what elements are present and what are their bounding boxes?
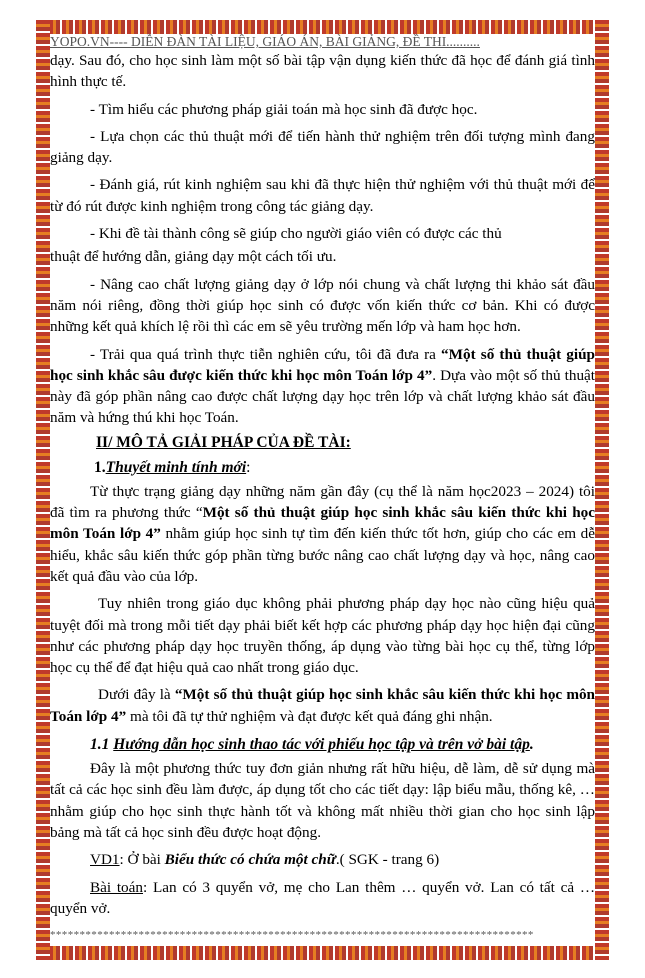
section-heading: II/ MÔ TẢ GIẢI PHÁP CỦA ĐỀ TÀI: — [96, 433, 351, 451]
text-run: Dưới đây là — [98, 686, 175, 704]
heading-colon: : — [246, 458, 251, 476]
text-run: : Ở bài — [119, 851, 165, 869]
text-run: .( SGK - trang 6) — [335, 851, 440, 869]
bold-title: “Một số thủ thuật giúp học sinh khắc sâu được kiến thức khi học môn Toán lớp 4” — [50, 345, 595, 384]
decorative-border-left — [36, 20, 50, 960]
document-page — [50, 34, 595, 944]
heading-title: Hướng dẫn học sinh thao tác với phiếu học tập và trên vở bài tập — [113, 736, 530, 754]
heading-number: 1. — [94, 458, 106, 476]
paragraph: - Nâng cao chất lượng giảng dạy ở lớp nói chung và chất lượng thi khảo sát đầu năm nói riêng, đồng thời giúp học sinh có được vốn kiến thức cơ bản. Khi có được những kết quả khích lệ rồi thì các em sẽ yêu trường mến lớp và ham học hơn. — [50, 275, 595, 336]
subsection-heading — [94, 457, 595, 479]
paragraph — [50, 481, 595, 587]
heading-title: Thuyết minh tính mới — [105, 458, 247, 476]
paragraph — [50, 344, 595, 429]
bold-title: “Một số thủ thuật giúp học sinh khắc sâu kiến thức khi học môn Toán lớp 4” — [50, 686, 596, 725]
paragraph: - Tìm hiểu các phương pháp giải toán mà học sinh đã được học. — [90, 100, 478, 118]
text-run: . Dựa vào một số thủ thuật này đã góp phần nâng cao được chất lượng dạy học trên lớp và chất lượng khảo sát đầu năm và hứng thú khi học Toán. — [50, 366, 595, 427]
page-header: YOPO.VN---- DIỄN ĐÀN TÀI LIỆU, GIÁO ÁN, BÀI GIẢNG, ĐỀ THI.......... — [50, 34, 480, 49]
problem-paragraph — [50, 877, 595, 920]
example-line — [50, 849, 595, 870]
bold-title: Một số thủ thuật giúp học sinh khắc sâu kiến thức khi học môn Toán lớp 4” — [50, 504, 595, 543]
paragraph: - Lựa chọn các thủ thuật mới để tiến hành thử nghiệm trên đối tượng mình đang giảng dạy. — [50, 127, 595, 167]
footer-divider: ********************************************************************************** — [50, 929, 534, 941]
subsection-heading — [90, 734, 595, 756]
problem-label: Bài toán — [90, 878, 143, 896]
paragraph — [50, 684, 595, 727]
text-run: - Trải qua quá trình thực tiễn nghiên cứu, tôi đã đưa ra — [90, 345, 442, 363]
decorative-border-top — [36, 20, 609, 34]
paragraph: - Đánh giá, rút kinh nghiệm sau khi đã thực hiện thử nghiệm với thủ thuật mới để từ đó rút được kinh nghiệm trong công tác giảng dạy. — [50, 176, 595, 215]
text-run: nhằm giúp học sinh tự tìm đến kiến thức tốt hơn, giúp cho các em dễ hiểu, khắc sâu kiến thức góp phần từng bước nâng cao chất lượng dạy và học, nâng cao kết quả đầu vào của lớp. — [50, 525, 595, 585]
decorative-border-right — [595, 20, 609, 960]
lesson-title: Biểu thức có chứa một chữ — [164, 851, 336, 869]
text-run: Từ thực trạng giảng dạy những năm gần đây (cụ thể là năm học2023 – 2024) tôi đã tìm ra phương thức “ — [50, 482, 595, 522]
text-run: : Lan có 3 quyển vở, mẹ cho Lan thêm … quyển vở. Lan có tất cả … quyển vở. — [50, 878, 596, 917]
paragraph: dạy. Sau đó, cho học sinh làm một số bài tập vận dụng kiến thức đã học để đánh giá tình hình thực tế. — [50, 52, 595, 91]
paragraph: Đây là một phương thức tuy đơn giản nhưng rất hữu hiệu, dễ làm, dễ sử dụng mà tất cả các học sinh đều làm được, áp dụng tốt cho các tiết dạy: lập biểu mẫu, thống kê, … nhằm giúp cho học sinh thực hành tốt và không mất nhiều thời gian cho học sinh lập bảng mà tất cả học sinh đều được hoạt động. — [50, 760, 595, 841]
decorative-border-bottom — [36, 946, 609, 960]
paragraph: thuật để hướng dẫn, giảng dạy một cách tối ưu. — [50, 248, 337, 266]
heading-dot: . — [529, 736, 534, 754]
text-run: mà tôi đã tự thử nghiệm và đạt được kết quả đáng ghi nhận. — [126, 707, 493, 725]
paragraph: - Khi đề tài thành công sẽ giúp cho người giáo viên có được các thủ — [90, 225, 502, 243]
heading-number: 1.1 — [90, 736, 114, 754]
paragraph: Tuy nhiên trong giáo dục không phải phương pháp dạy học nào cũng hiệu quả tuyệt đối mà trong mỗi tiết dạy phải biết kết hợp các phương pháp dạy học hiện đại cũng như các phương pháp dạy học truyền thống, áp dụng vào từng bài học cụ thể, từng lớp học cụ thể để đạt hiệu quả cao nhất trong giáo dục. — [50, 595, 595, 677]
example-label: VD1 — [90, 851, 120, 869]
